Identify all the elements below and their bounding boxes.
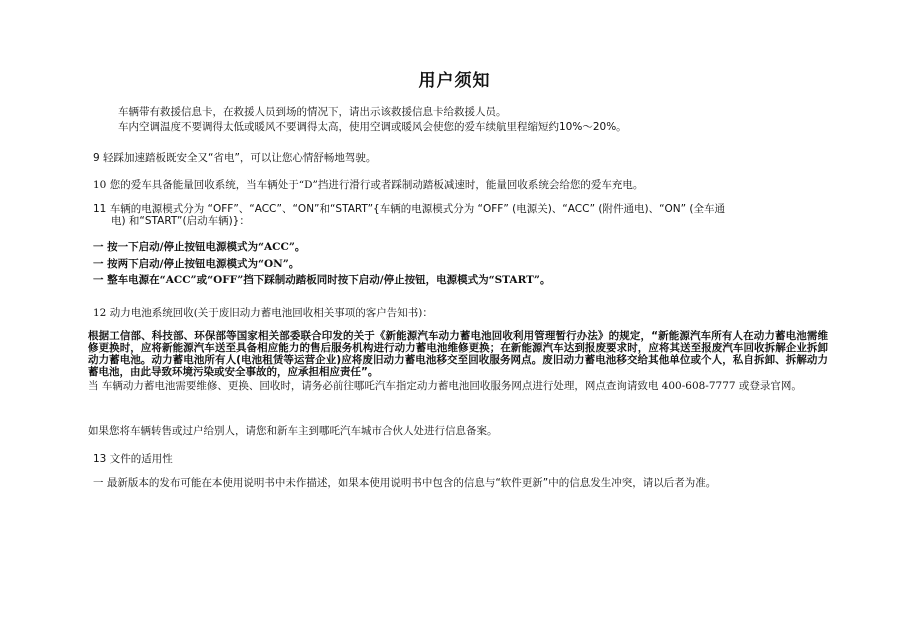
item-13: 13 文件的适用性 — [93, 453, 173, 465]
bullet-acc: 一 按一下启动/停止按钮电源模式为“ACC”。 — [93, 241, 306, 253]
item-11-line2: 电) 和“START”(启动车辆)}： — [111, 215, 250, 227]
item-11-line1: 11 车辆的电源模式分为 “OFF”、“ACC”、“ON”和“START”{车辆的电源模式分为 “OFF” (电源关)、“ACC” (附件通电)、“ON” (全车通 — [93, 203, 726, 215]
intro-rescue-card: 车辆带有救援信息卡，在救援人员到场的情况下，请出示该救援信息卡给救援人员。 — [118, 106, 507, 118]
bullet-on: 一 按两下启动/停止按钮电源模式为“ON”。 — [93, 258, 300, 270]
item-12: 12 动力电池系统回收(关于废旧动力蓄电池回收相关事项的客户告知书)： — [93, 307, 433, 319]
intro-air-conditioning: 车内空调温度不要调得太低或暖风不要调得太高，使用空调或暖风会使您的爱车续航里程缩短约10%～20%。 — [118, 121, 627, 133]
item-9: 9 轻踩加速踏板既安全又“省电”，可以让您心情舒畅地驾驶。 — [93, 152, 377, 164]
battery-recycling-regulation: 根据工信部、科技部、环保部等国家相关部委联合印发的关于《新能源汽车动力蓄电池回收利用管理暂行办法》的规定，“新能源汽车所有人在动力蓄电池需维修更换时，应将新能源汽车送至具备相应能力的售后服务机构进行动力蓄电池维修更换；在新能源汽车达到报废要求时，应将其送至报废汽车回收拆解企业拆卸动力蓄电池。动力蓄电池所有人(电池租赁等运营企业)应将废旧动力蓄电池移交至回收服务网点。废旧动力蓄电池移交给其他单位或个人，私自拆卸、拆解动力蓄电池，由此导致环境污染或安全事故的，应承担相应责任”。 — [88, 330, 828, 378]
transfer-notice: 如果您将车辆转售或过户给别人，请您和新车主到哪吒汽车城市合伙人处进行信息备案。 — [88, 425, 498, 437]
item-13-bullet: 一 最新版本的发布可能在本使用说明书中未作描述，如果本使用说明书中包含的信息与“软件更新”中的信息发生冲突，请以后者为准。 — [93, 477, 717, 489]
page-title: 用户须知 — [418, 71, 491, 91]
battery-service-contact: 当 车辆动力蓄电池需要维修、更换、回收时，请务必前往哪吒汽车指定动力蓄电池回收服务网点进行处理，网点查询请致电 400-608-7777 或登录官网。 — [88, 380, 802, 392]
bullet-start: 一 整车电源在“ACC”或“OFF”挡下踩制动踏板同时按下启动/停止按钮，电源模式为“START”。 — [93, 274, 551, 286]
item-10: 10 您的爱车具备能量回收系统，当车辆处于“D”挡进行滑行或者踩制动踏板减速时，能量回收系统会给您的爱车充电。 — [93, 179, 644, 191]
